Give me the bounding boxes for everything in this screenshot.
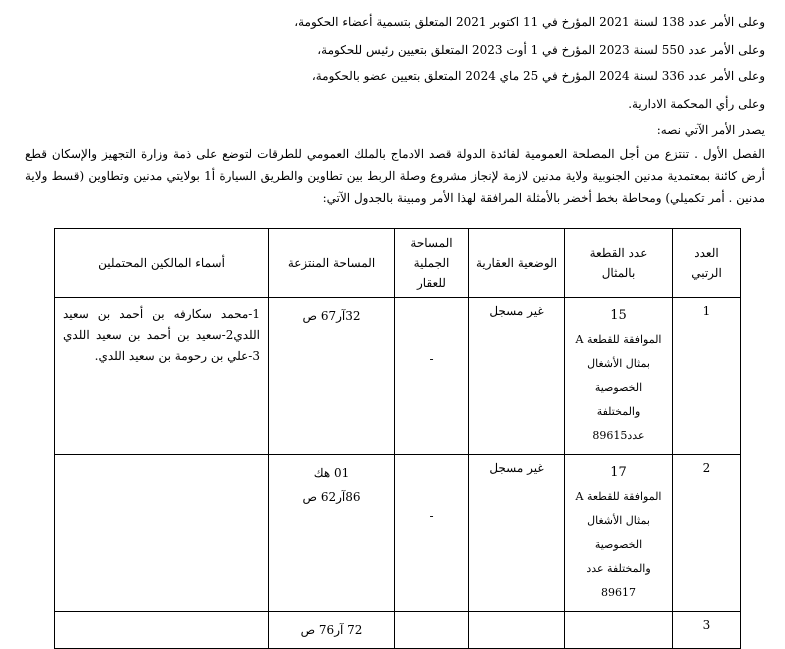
table-row <box>55 455 741 612</box>
cell-total-area <box>395 612 469 649</box>
area-line-2: 86آر62 ص <box>302 490 361 504</box>
cell-expropriated-area: 72 آر76 ص <box>269 612 395 649</box>
cell-status: غير مسجل <box>469 455 565 612</box>
cell-serial: 3 <box>673 612 741 649</box>
parcel-number: 15 <box>610 308 627 323</box>
header-owners: أسماء المالكين المحتملين <box>55 229 269 298</box>
area-line-1: 32آر67 ص <box>302 309 361 323</box>
parcel-note: الموافقة للقطعة A بمثال الأشغال الخصوصية والمختلفة عدد89615 <box>575 333 662 442</box>
cell-parcel <box>565 455 673 612</box>
cell-owners <box>55 612 269 649</box>
header-expropriated-area: المساحة المنتزعة <box>269 229 395 298</box>
header-total-area: المساحة الجملية للعقار <box>395 229 469 298</box>
cell-serial: 2 <box>673 455 741 612</box>
header-status: الوضعية العقارية <box>469 229 565 298</box>
cell-expropriated-area <box>269 298 395 455</box>
preamble-decree-138: وعلى الأمر عدد 138 لسنة 2021 المؤرخ في 11 اكتوبر 2021 المتعلق بتسمية أعضاء الحكومة، <box>294 15 765 29</box>
preamble-decree-336: وعلى الأمر عدد 336 لسنة 2024 المؤرخ في 25 ماي 2024 المتعلق بتعيين عضو بالحكومة، <box>311 69 765 83</box>
table-row <box>55 612 741 649</box>
header-serial: العدد الرتبي <box>673 229 741 298</box>
cell-parcel <box>565 612 673 649</box>
cell-status: غير مسجل <box>469 298 565 455</box>
article-one: الفصل الأول . تنتزع من أجل المصلحة العمومية لفائدة الدولة قصد الادماج بالملك العمومي للطرقات لتوضع على ذمة وزارة التجهيز والإسكان قطع أرض كائنة بمعتمدية مدنين الجنوبية ولاية مدنين لازمة لإنجاز مشروع وصلة الربط بين تطاوين والطريق السيارة أ1 بولايتي مدنين وتطاوين (قسط ولاية مدنين . أمر تكميلي) ومحاطة بخط أخضر بالأمثلة المرافقة لهذا الأمر ومبينة بالجدول الآتي: <box>25 147 765 205</box>
cell-total-area: - <box>395 455 469 612</box>
cell-expropriated-area <box>269 455 395 612</box>
parcel-number: 17 <box>610 465 627 480</box>
preamble-decree-550: وعلى الأمر عدد 550 لسنة 2023 المؤرخ في 1 أوت 2023 المتعلق بتعيين رئيس للحكومة، <box>317 43 765 57</box>
area-line-1: 01 هك <box>313 466 350 480</box>
parcel-note: الموافقة للقطعة A بمثال الأشغال الخصوصية والمختلفة عدد 89617 <box>575 490 662 599</box>
cell-parcel <box>565 298 673 455</box>
cell-owners: 1-محمد سكارفه بن أحمد بن سعيد اللدي2-سعيد بن أحمد بن سعيد اللدي 3-علي بن رحومة بن سعيد اللدي. <box>55 298 269 455</box>
header-parcel: عدد القطعة بالمثال <box>565 229 673 298</box>
cell-owners <box>55 455 269 612</box>
expropriation-table <box>54 228 741 649</box>
preamble-enactment: يصدر الأمر الآتي نصه: <box>656 123 765 137</box>
cell-serial: 1 <box>673 298 741 455</box>
cell-total-area: - <box>395 298 469 455</box>
table-header-row <box>55 229 741 298</box>
table-row <box>55 298 741 455</box>
cell-status <box>469 612 565 649</box>
preamble-court-opinion: وعلى رأي المحكمة الادارية. <box>628 97 765 111</box>
